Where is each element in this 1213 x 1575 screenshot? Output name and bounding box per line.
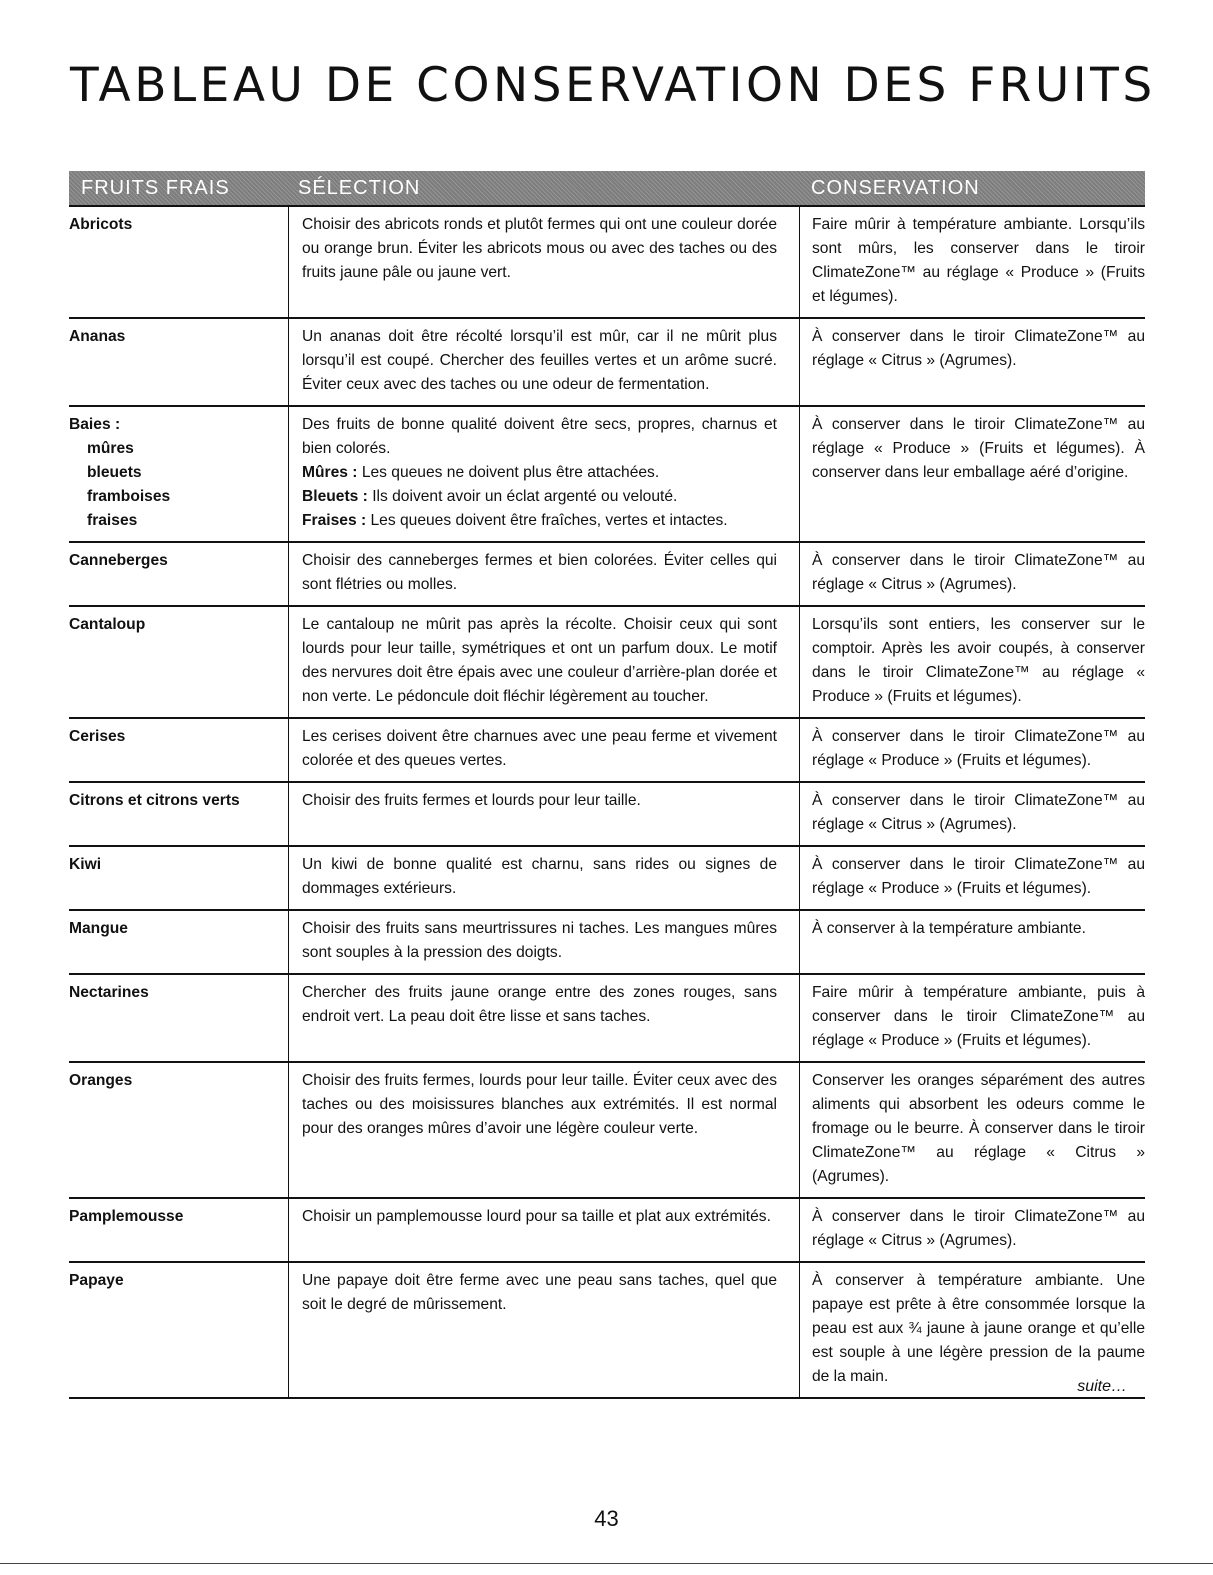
selection-text: Une papaye doit être ferme avec une peau sans taches, quel que soit le degré de mûrissement. [288, 1263, 799, 1397]
fruit-name: Canneberges [69, 552, 168, 569]
detail-label: Fraises : [302, 512, 367, 529]
selection-text: Le cantaloup ne mûrit pas après la récolte. Choisir ceux qui sont lourds pour leur taille, symétriques et ont un parfum doux. Le motif des nervures doit être épais avec une couleur d’arrière-plan dorée et non verte. Le pédoncule doit fléchir légèrement au toucher. [288, 607, 799, 717]
conservation-text: À conserver dans le tiroir ClimateZone™ au réglage « Citrus » (Agrumes). [799, 1199, 1145, 1261]
header-conservation: CONSERVATION [811, 176, 980, 199]
header-selection: SÉLECTION [298, 176, 421, 199]
selection-text: Choisir des fruits sans meurtrissures ni taches. Les mangues mûres sont souples à la pression des doigts. [288, 911, 799, 973]
selection-text: Choisir des abricots ronds et plutôt fermes qui ont une couleur dorée ou orange brun. Éviter les abricots mous ou avec des taches ou des fruits jaune pâle ou jaune vert. [288, 207, 799, 317]
table-row [69, 845, 1145, 909]
fruit-name: Nectarines [69, 984, 149, 1001]
fruit-name-cell [69, 407, 288, 541]
conservation-text: Lorsqu’ils sont entiers, les conserver sur le comptoir. Après les avoir coupés, à conserver dans le tiroir ClimateZone™ au réglage « Produce » (Fruits et légumes). [799, 607, 1145, 717]
selection-text: Les cerises doivent être charnues avec une peau ferme et vivement colorée et des queues vertes. [288, 719, 799, 781]
selection-detail [302, 509, 777, 533]
conservation-text: À conserver à la température ambiante. [799, 911, 1145, 973]
detail-text: Ils doivent avoir un éclat argenté ou velouté. [372, 488, 678, 505]
fruit-name: Cerises [69, 728, 126, 745]
conservation-text: À conserver dans le tiroir ClimateZone™ au réglage « Produce » (Fruits et légumes). [799, 847, 1145, 909]
selection-text: Choisir des canneberges fermes et bien colorées. Éviter celles qui sont flétries ou molles. [288, 543, 799, 605]
table-row [69, 1261, 1145, 1397]
fruit-name: Oranges [69, 1072, 133, 1089]
fruit-subitem: framboises [87, 488, 171, 505]
fruit-name: Kiwi [69, 856, 102, 873]
page-bottom-rule [0, 1563, 1213, 1564]
table-row [69, 1061, 1145, 1197]
fruit-name: Mangue [69, 920, 128, 937]
table-row [69, 541, 1145, 605]
detail-text: Les queues doivent être fraîches, vertes et intactes. [370, 512, 728, 529]
selection-text: Choisir des fruits fermes et lourds pour leur taille. [288, 783, 799, 845]
table-row [69, 717, 1145, 781]
fruit-name: Papaye [69, 1272, 124, 1289]
fruit-name: Cantaloup [69, 616, 146, 633]
conservation-text: À conserver dans le tiroir ClimateZone™ au réglage « Citrus » (Agrumes). [799, 543, 1145, 605]
fruit-name: Citrons et citrons verts [69, 792, 240, 809]
conservation-text: Conserver les oranges séparément des autres aliments qui absorbent les odeurs comme le fromage ou le beurre. À conserver dans le tiroir ClimateZone™ au réglage « Citrus » (Agrumes). [799, 1063, 1145, 1197]
selection-detail [302, 485, 777, 509]
selection-text: Un kiwi de bonne qualité est charnu, sans rides ou signes de dommages extérieurs. [288, 847, 799, 909]
selection-text: Choisir des fruits fermes, lourds pour leur taille. Éviter ceux avec des taches ou des moisissures blanches aux extrémités. Il est normal pour des oranges mûres d’avoir une légère couleur verte. [288, 1063, 799, 1197]
table-row [69, 405, 1145, 541]
table-bottom-rule [69, 1397, 1145, 1399]
conservation-text: À conserver dans le tiroir ClimateZone™ au réglage « Citrus » (Agrumes). [799, 319, 1145, 405]
page-title: TABLEAU DE CONSERVATION DES FRUITS [70, 58, 1156, 113]
detail-label: Bleuets : [302, 488, 368, 505]
fruit-name: Baies : [69, 416, 121, 433]
selection-text: Chercher des fruits jaune orange entre des zones rouges, sans endroit vert. La peau doit être lisse et sans taches. [288, 975, 799, 1061]
selection-text: Un ananas doit être récolté lorsqu’il est mûr, car il ne mûrit plus lorsqu’il est coupé. Chercher des feuilles vertes et un arôme sucré. Éviter ceux avec des taches ou une odeur de fermentation. [288, 319, 799, 405]
conservation-text: À conserver dans le tiroir ClimateZone™ au réglage « Citrus » (Agrumes). [799, 783, 1145, 845]
fruit-subitem: mûres [87, 440, 134, 457]
header-fresh-fruits: FRUITS FRAIS [81, 176, 230, 199]
table-row [69, 781, 1145, 845]
table-row [69, 317, 1145, 405]
table-row [69, 909, 1145, 973]
fruit-subitem: bleuets [87, 464, 142, 481]
detail-label: Mûres : [302, 464, 358, 481]
fruit-storage-table [69, 171, 1145, 1399]
fruit-name: Ananas [69, 328, 126, 345]
table-row [69, 1197, 1145, 1261]
table-row [69, 605, 1145, 717]
conservation-text: Faire mûrir à température ambiante, puis à conserver dans le tiroir ClimateZone™ au réglage « Produce » (Fruits et légumes). [799, 975, 1145, 1061]
fruit-name: Abricots [69, 216, 133, 233]
selection-cell [288, 407, 799, 541]
detail-text: Les queues ne doivent plus être attachées. [361, 464, 660, 481]
conservation-text: À conserver dans le tiroir ClimateZone™ au réglage « Produce » (Fruits et légumes). À conserver dans leur emballage aéré d’origine. [799, 407, 1145, 541]
conservation-text: À conserver dans le tiroir ClimateZone™ au réglage « Produce » (Fruits et légumes). [799, 719, 1145, 781]
selection-detail [302, 461, 777, 485]
selection-text: Choisir un pamplemousse lourd pour sa taille et plat aux extrémités. [288, 1199, 799, 1261]
table-row [69, 205, 1145, 317]
conservation-text: À conserver à température ambiante. Une papaye est prête à être consommée lorsque la peau est aux ¾ jaune à jaune orange et qu’elle est souple à une légère pression de la paume de la main. [799, 1263, 1145, 1397]
table-row [69, 973, 1145, 1061]
table-header [69, 171, 1145, 205]
conservation-text: Faire mûrir à température ambiante. Lorsqu’ils sont mûrs, les conserver dans le tiroir ClimateZone™ au réglage « Produce » (Fruits et légumes). [799, 207, 1145, 317]
continued-note: suite… [1077, 1378, 1127, 1395]
fruit-subitem: fraises [87, 512, 138, 529]
selection-text: Des fruits de bonne qualité doivent être secs, propres, charnus et bien colorés. [302, 416, 777, 457]
page-number: 43 [594, 1506, 619, 1531]
fruit-name: Pamplemousse [69, 1208, 184, 1225]
